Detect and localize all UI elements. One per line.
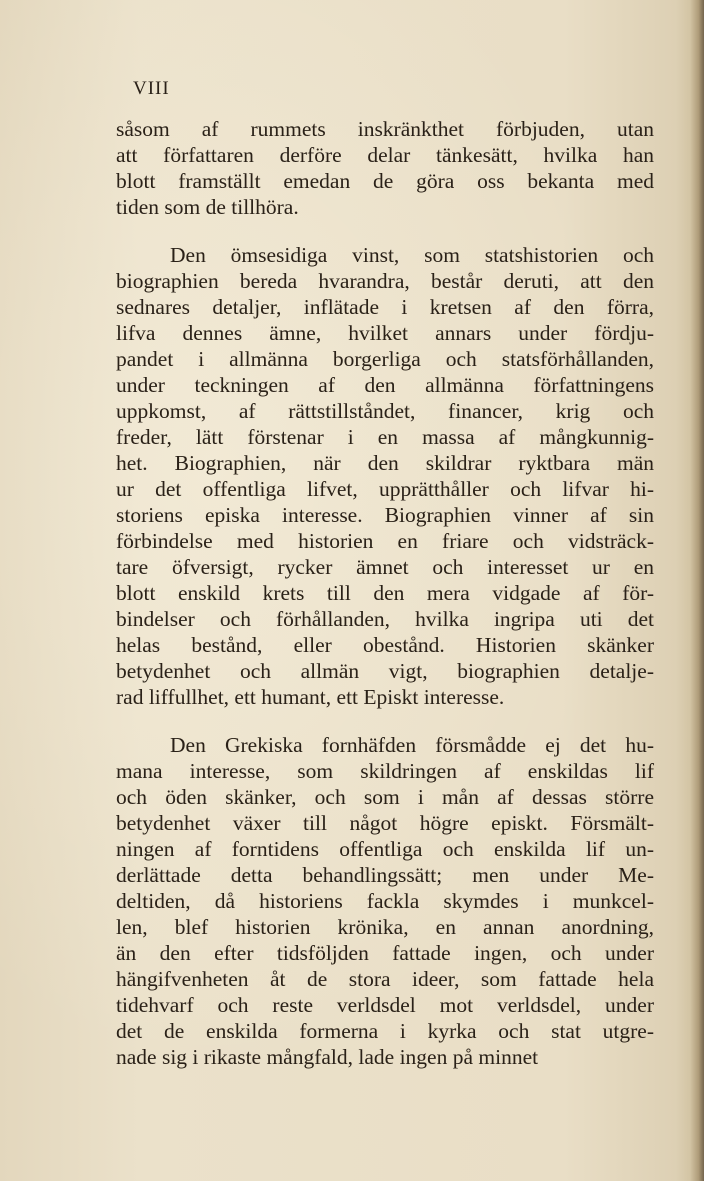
text-line: uppkomst, af rättstillståndet, financer, krig och: [116, 399, 654, 423]
paragraph-gap: [116, 710, 654, 732]
text-line: sednares detaljer, inflätade i kretsen af den förra,: [116, 295, 654, 319]
text-line: än den efter tidsföljden fattade ingen, och under: [116, 941, 654, 965]
text-line: tidehvarf och reste verldsdel mot verldsdel, under: [116, 993, 654, 1017]
text-line: ur det offentliga lifvet, upprätthåller och lifvar hi-: [116, 477, 654, 501]
text-line: och öden skänker, och som i mån af dessas större: [116, 785, 654, 809]
text-line: hängifvenheten åt de stora ideer, som fattade hela: [116, 967, 654, 991]
text-line: såsom af rummets inskränkthet förbjuden, utan: [116, 117, 654, 141]
text-line: rad liffullhet, ett humant, ett Episkt interesse.: [116, 685, 505, 709]
text-line: derlättade detta behandlingssätt; men under Me-: [116, 863, 654, 887]
text-line: att författaren derföre delar tänkesätt, hvilka han: [116, 143, 654, 167]
page-edge-shadow: [690, 0, 704, 1181]
text-line: biographien bereda hvarandra, består deruti, att den: [116, 269, 654, 293]
text-line: under teckningen af den allmänna författningens: [116, 373, 654, 397]
text-line: lifva dennes ämne, hvilket annars under fördju-: [116, 321, 654, 345]
text-line: tare öfversigt, rycker ämnet och interesset ur en: [116, 555, 654, 579]
text-line: deltiden, då historiens fackla skymdes i munkcel-: [116, 889, 654, 913]
body-text: [116, 116, 654, 1070]
text-line: tiden som de tillhöra.: [116, 195, 299, 219]
text-line: blott framställt emedan de göra oss bekanta med: [116, 169, 654, 193]
text-line: betydenhet och allmän vigt, biographien detalje-: [116, 659, 654, 683]
text-line: det de enskilda formerna i kyrka och stat utgre-: [116, 1019, 654, 1043]
text-line: freder, lätt förstenar i en massa af mångkunnig-: [116, 425, 654, 449]
text-line: nade sig i rikaste mångfald, lade ingen på minnet: [116, 1045, 539, 1069]
text-line: len, blef historien krönika, en annan anordning,: [116, 915, 654, 939]
paragraph: [116, 242, 654, 710]
text-line: förbindelse med historien en friare och vidsträck-: [116, 529, 654, 553]
text-line: bindelser och förhållanden, hvilka ingripa uti det: [116, 607, 654, 631]
text-line: Den Grekiska fornhäfden försmådde ej det hu-: [170, 733, 654, 757]
text-line: Den ömsesidiga vinst, som statshistorien och: [170, 243, 654, 267]
text-line: blott enskild krets till den mera vidgade af för-: [116, 581, 654, 605]
text-line: het. Biographien, när den skildrar ryktbara män: [116, 451, 654, 475]
text-line: storiens episka interesse. Biographien vinner af sin: [116, 503, 654, 527]
text-line: ningen af forntidens offentliga och enskilda lif un-: [116, 837, 654, 861]
text-line: betydenhet växer till något högre episkt. Försmält-: [116, 811, 654, 835]
text-line: mana interesse, som skildringen af enskildas lif: [116, 759, 654, 783]
paragraph-gap: [116, 220, 654, 242]
page-number: VIII: [133, 78, 170, 99]
text-line: helas bestånd, eller obestånd. Historien skänker: [116, 633, 654, 657]
paragraph: [116, 116, 654, 220]
paragraph: [116, 732, 654, 1070]
text-line: pandet i allmänna borgerliga och statsförhållanden,: [116, 347, 654, 371]
